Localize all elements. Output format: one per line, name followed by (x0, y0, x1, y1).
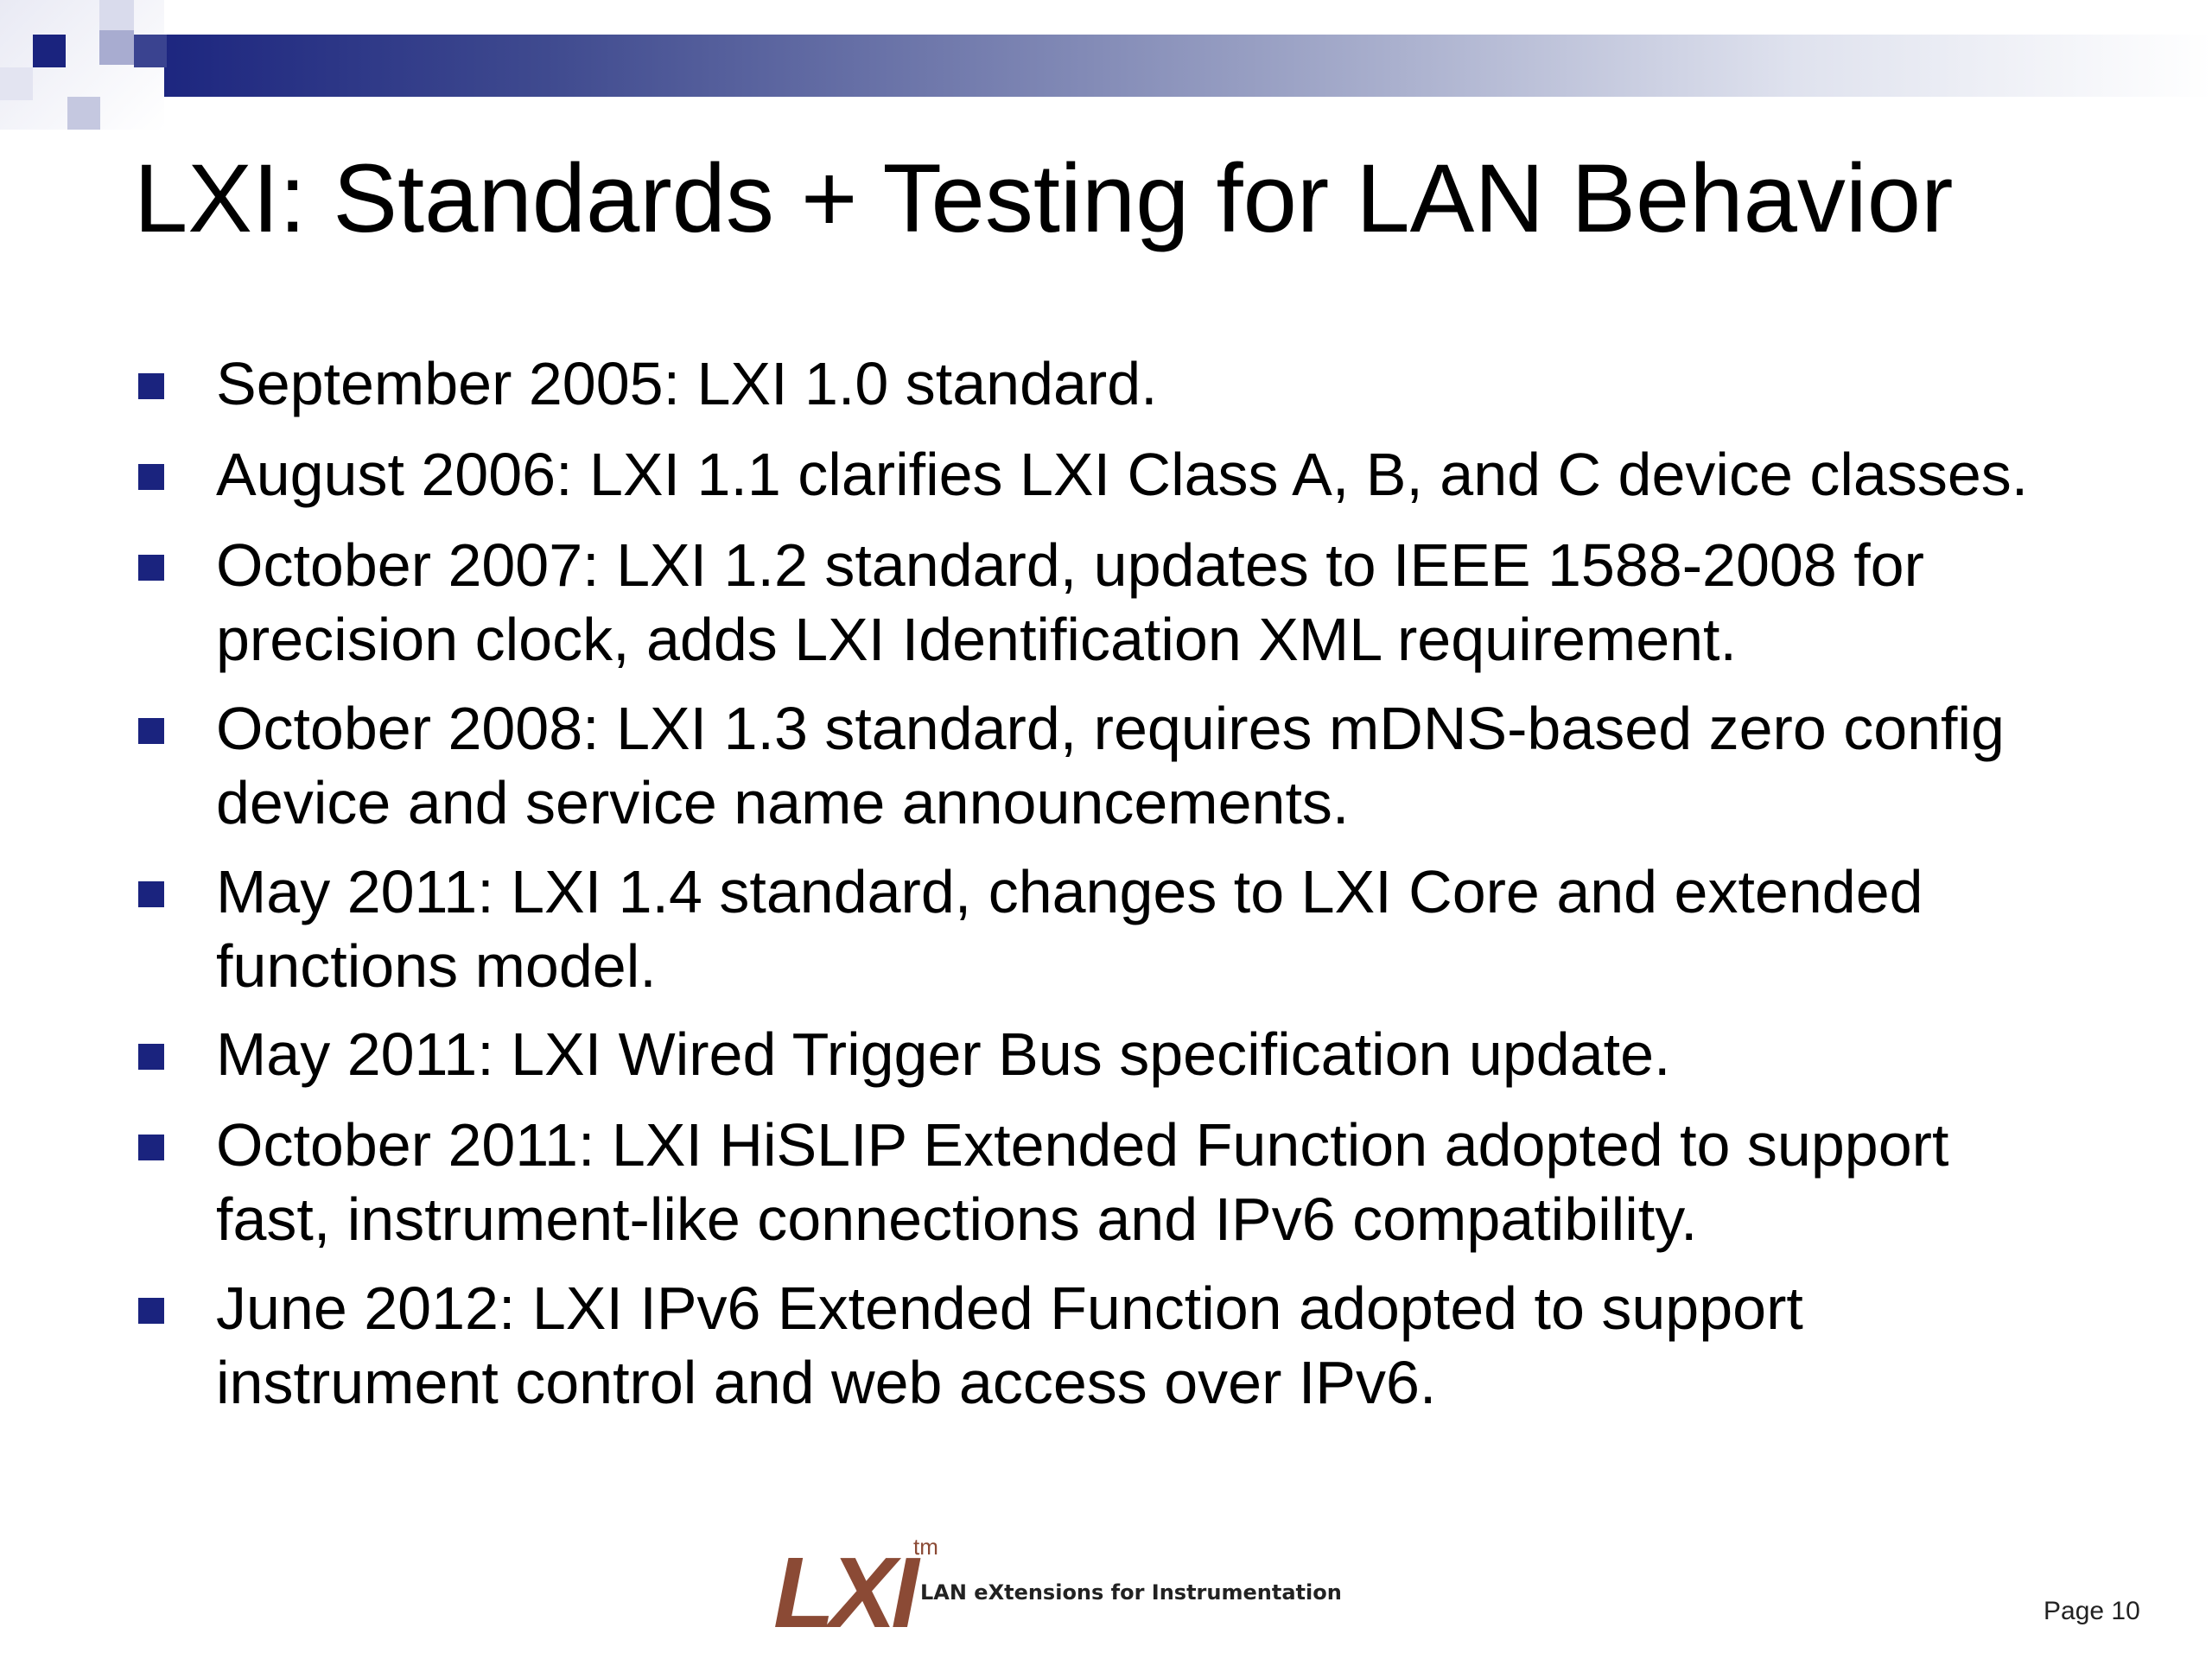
bullet-text: May 2011: LXI Wired Trigger Bus specification update. (216, 1020, 1671, 1088)
page-number: Page 10 (2044, 1597, 2140, 1625)
bullet-text: October 2011: LXI HiSLIP Extended Function adopted to support (216, 1111, 1949, 1179)
bullet-text: October 2007: LXI 1.2 standard, updates to IEEE 1588-2008 for (216, 531, 1924, 599)
corner-square-mid (99, 30, 134, 65)
logo-tagline: LAN eXtensions for Instrumentation (920, 1580, 1342, 1605)
bullet-text: August 2006: LXI 1.1 clarifies LXI Class A, B, and C device classes. (216, 441, 2029, 508)
slide-title: LXI: Standards + Testing for LAN Behavior (134, 144, 1954, 252)
bullet-text: May 2011: LXI 1.4 standard, changes to LXI Core and extended (216, 858, 1923, 925)
corner-square-light-bottom (67, 97, 100, 130)
bullet-text-continuation: precision clock, adds LXI Identification XML requirement. (216, 606, 1737, 673)
square-bullet-icon (138, 555, 164, 581)
corner-square-light-top (99, 0, 134, 30)
square-bullet-icon (138, 718, 164, 744)
bullet-text-continuation: device and service name announcements. (216, 769, 1350, 836)
square-bullet-icon (138, 373, 164, 399)
bullet-text-continuation: instrument control and web access over IPv6. (216, 1349, 1437, 1416)
square-bullet-icon (138, 1044, 164, 1070)
square-bullet-icon (138, 881, 164, 907)
header-gradient-bar (130, 35, 2212, 97)
bullet-text: October 2008: LXI 1.3 standard, requires mDNS-based zero config (216, 695, 2005, 762)
lxi-logo-mark: LXI (773, 1536, 914, 1649)
trademark-label: tm (913, 1534, 938, 1560)
corner-square-dark (33, 35, 66, 67)
bullet-text-continuation: functions model. (216, 932, 657, 1000)
lxi-logo (760, 1534, 1365, 1649)
corner-square-mid-2 (134, 35, 167, 67)
bullet-text-continuation: fast, instrument-like connections and IPv6 compatibility. (216, 1185, 1698, 1253)
corner-square-light-left (0, 67, 33, 100)
square-bullet-icon (138, 1298, 164, 1324)
bullet-text: September 2005: LXI 1.0 standard. (216, 350, 1158, 417)
square-bullet-icon (138, 464, 164, 490)
bullet-text: June 2012: LXI IPv6 Extended Function adopted to support (216, 1274, 1803, 1342)
square-bullet-icon (138, 1135, 164, 1160)
